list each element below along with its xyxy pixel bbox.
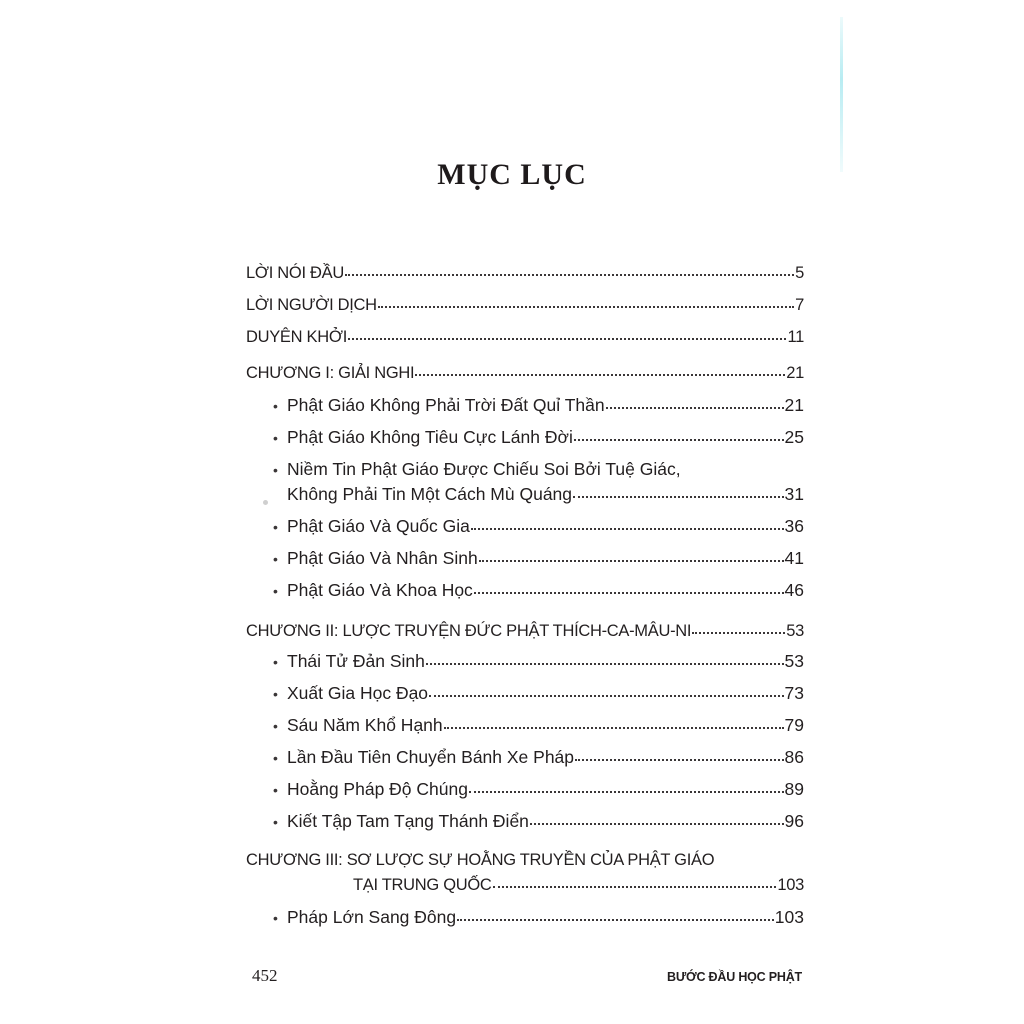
toc-entry-label: Niềm Tin Phật Giáo Được Chiếu Soi Bởi Tuệ Giác, <box>287 459 681 479</box>
dot-leader <box>530 813 784 827</box>
toc-entry-page: 103 <box>777 876 804 894</box>
toc-entry[interactable] <box>246 262 804 284</box>
toc-chapter-entry-line1[interactable] <box>246 849 714 871</box>
toc-entry-page: 5 <box>795 264 804 282</box>
toc-section-entry[interactable] <box>246 746 804 769</box>
toc-entry-label: Hoằng Pháp Độ Chúng <box>287 779 468 799</box>
toc-entry-page: 21 <box>784 395 804 415</box>
toc-section-entry[interactable] <box>246 547 804 570</box>
bullet-icon: • <box>273 519 278 535</box>
bullet-icon: • <box>273 910 278 926</box>
toc-entry-page: 25 <box>784 427 804 447</box>
dot-leader <box>574 429 784 443</box>
toc-entry-label: Pháp Lớn Sang Đông <box>287 907 457 927</box>
dot-leader <box>493 876 777 890</box>
dot-leader <box>426 653 784 667</box>
toc-section-entry[interactable] <box>246 483 804 505</box>
toc-section-entry[interactable] <box>246 906 804 929</box>
dot-leader <box>573 486 784 500</box>
toc-entry-page: 31 <box>784 484 804 504</box>
toc-entry[interactable] <box>246 326 804 348</box>
toc-entry-label: Phật Giáo Không Phải Trời Đất Quỉ Thần <box>287 395 605 415</box>
bullet-icon: • <box>273 782 278 798</box>
bullet-icon: • <box>273 814 278 830</box>
toc-entry-label-continued: TẠI TRUNG QUỐC <box>353 876 492 894</box>
toc-entry-label: Phật Giáo Và Quốc Gia <box>287 516 470 536</box>
bullet-icon: • <box>273 654 278 670</box>
dot-leader <box>457 909 774 923</box>
bullet-icon: • <box>273 686 278 702</box>
toc-entry-page: 103 <box>774 907 804 927</box>
dot-leader <box>415 364 785 378</box>
toc-entry-label: Sáu Năm Khổ Hạnh <box>287 715 443 735</box>
toc-entry-page: 7 <box>795 296 804 314</box>
toc-entry-page: 11 <box>787 328 804 346</box>
toc-entry-label: Lần Đầu Tiên Chuyển Bánh Xe Pháp <box>287 747 575 767</box>
bullet-icon: • <box>273 462 278 478</box>
dot-leader <box>471 518 784 532</box>
toc-entry-label-continued: Không Phải Tin Một Cách Mù Quáng <box>287 484 573 504</box>
toc-entry-label: CHƯƠNG III: SƠ LƯỢC SỰ HOẰNG TRUYỀN CỦA PHẬT GIÁO <box>246 851 715 869</box>
toc-section-entry[interactable] <box>246 810 804 833</box>
toc-entry-page: 89 <box>784 779 804 799</box>
toc-section-entry[interactable] <box>246 515 804 538</box>
dot-leader <box>575 749 784 763</box>
toc-entry-page: 86 <box>784 747 804 767</box>
toc-entry-page: 36 <box>784 516 804 536</box>
toc-entry-label: CHƯƠNG I: GIẢI NGHI <box>246 364 415 382</box>
bullet-icon: • <box>273 583 278 599</box>
toc-entry[interactable] <box>246 294 804 316</box>
dot-leader <box>429 685 783 699</box>
toc-entry-page: 73 <box>784 683 804 703</box>
dot-leader <box>469 781 784 795</box>
toc-section-entry[interactable] <box>246 682 804 705</box>
dot-leader <box>692 622 785 636</box>
toc-entry-label: Thái Tử Đản Sinh <box>287 651 425 671</box>
scan-artifact-line <box>840 17 843 172</box>
dot-leader <box>378 296 794 310</box>
bullet-icon: • <box>273 750 278 766</box>
bullet-icon: • <box>273 430 278 446</box>
toc-entry-label: DUYÊN KHỞI <box>246 328 347 346</box>
bullet-icon: • <box>273 551 278 567</box>
running-title: BƯỚC ĐẦU HỌC PHẬT <box>667 970 802 984</box>
toc-entry-page: 96 <box>784 811 804 831</box>
toc-entry-label: Phật Giáo Và Khoa Học <box>287 580 473 600</box>
toc-chapter-entry[interactable] <box>246 874 804 896</box>
toc-entry-page: 41 <box>784 548 804 568</box>
toc-entry-label: LỜI NÓI ĐẦU <box>246 264 344 282</box>
toc-entry-label: Kiết Tập Tam Tạng Thánh Điển <box>287 811 529 831</box>
toc-entry-page: 46 <box>784 580 804 600</box>
dot-leader <box>474 582 784 596</box>
toc-chapter-entry[interactable] <box>246 620 804 642</box>
dot-leader <box>606 397 784 411</box>
bullet-icon: • <box>273 718 278 734</box>
toc-entry-label: LỜI NGƯỜI DỊCH <box>246 296 377 314</box>
toc-section-entry[interactable] <box>246 426 804 449</box>
toc-entry-page: 53 <box>784 651 804 671</box>
toc-entry-page: 21 <box>786 364 804 382</box>
toc-section-entry-line1[interactable] <box>273 458 681 481</box>
toc-entry-page: 53 <box>786 622 804 640</box>
toc-entry-label: Phật Giáo Và Nhân Sinh <box>287 548 478 568</box>
toc-entry-page: 79 <box>784 715 804 735</box>
dot-leader <box>444 717 784 731</box>
dot-leader <box>345 264 794 278</box>
toc-section-entry[interactable] <box>246 394 804 417</box>
toc-section-entry[interactable] <box>246 778 804 801</box>
toc-entry-label: Xuất Gia Học Đạo <box>287 683 429 703</box>
dot-leader <box>348 328 786 342</box>
dot-leader <box>479 550 784 564</box>
toc-section-entry[interactable] <box>246 714 804 737</box>
toc-entry-label: CHƯƠNG II: LƯỢC TRUYỆN ĐỨC PHẬT THÍCH-CA-MÂU-NI <box>246 622 692 640</box>
toc-entry-label: Phật Giáo Không Tiêu Cực Lánh Đời <box>287 427 573 447</box>
bullet-icon: • <box>273 398 278 414</box>
page-number: 452 <box>252 966 278 985</box>
toc-section-entry[interactable] <box>246 650 804 673</box>
toc-section-entry[interactable] <box>246 579 804 602</box>
page-title: MỤC LỤC <box>437 158 587 191</box>
toc-chapter-entry[interactable] <box>246 362 804 384</box>
